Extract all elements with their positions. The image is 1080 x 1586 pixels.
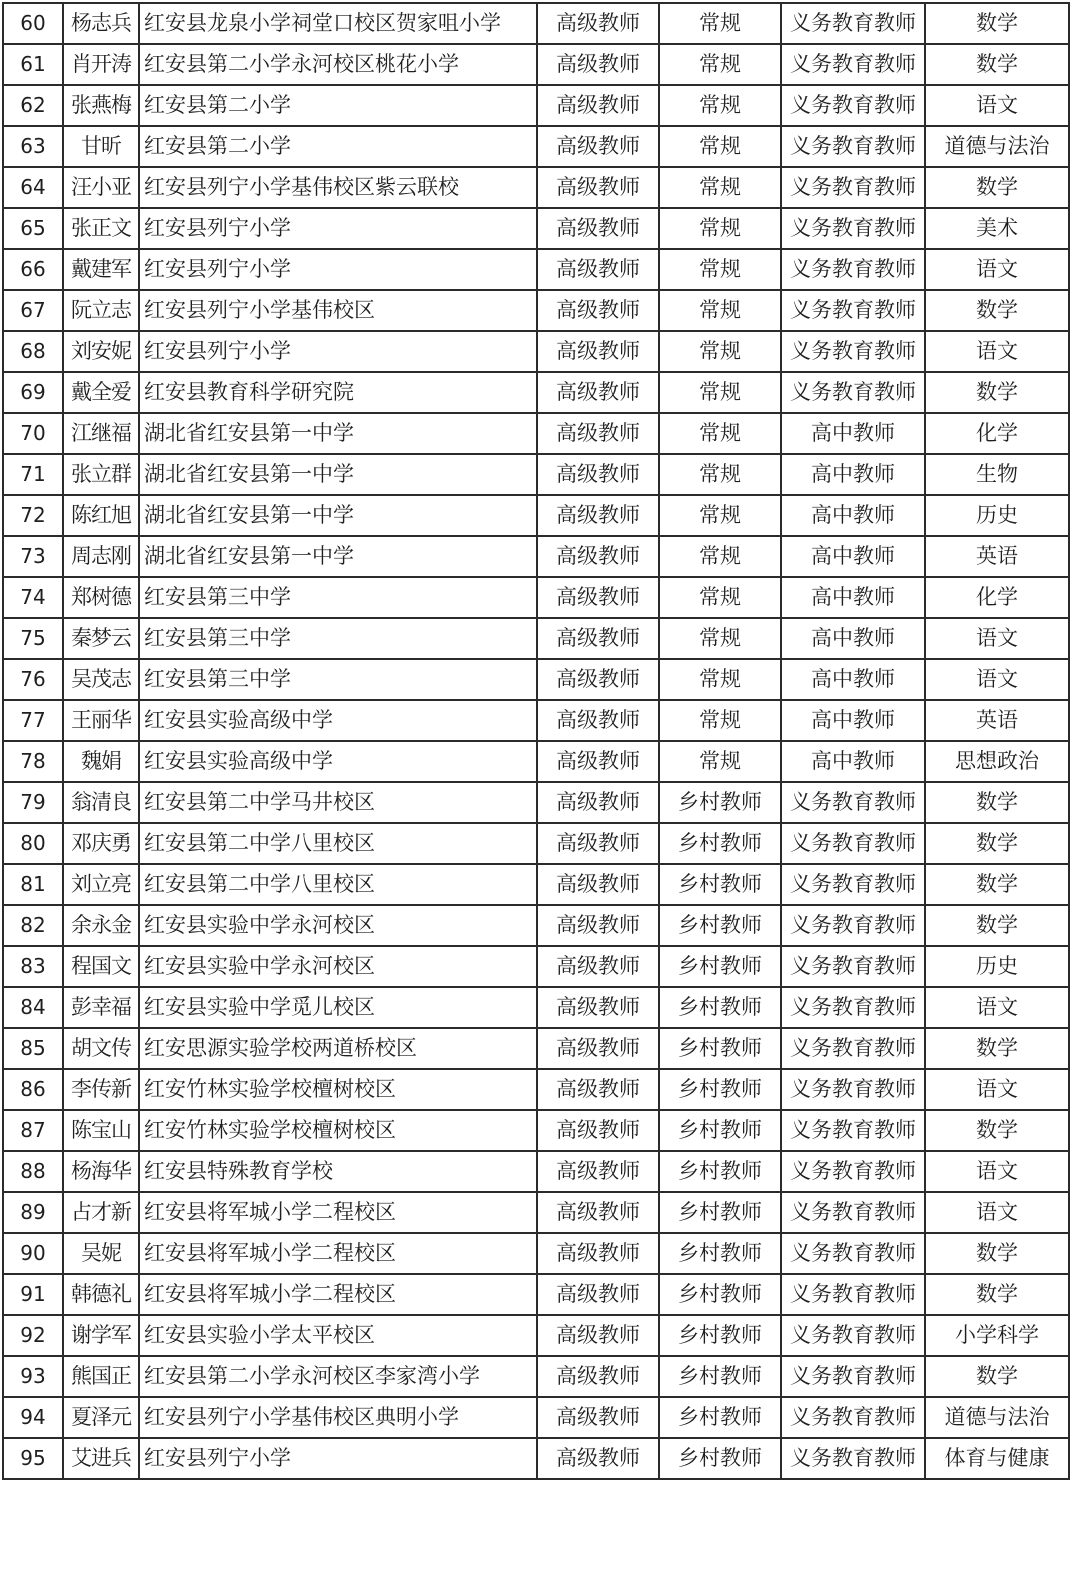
category-cell: 常规 [659, 3, 781, 44]
table-row [3, 413, 1069, 454]
school-cell: 红安县将军城小学二程校区 [139, 1274, 537, 1315]
table-row [3, 1192, 1069, 1233]
name-cell: 秦梦云 [63, 618, 139, 659]
name-cell: 戴全爱 [63, 372, 139, 413]
name-cell: 吴妮 [63, 1233, 139, 1274]
teacher-type-cell: 高中教师 [781, 495, 925, 536]
name-cell: 占才新 [63, 1192, 139, 1233]
subject-cell: 数学 [925, 1110, 1069, 1151]
title-cell: 高级教师 [537, 1192, 659, 1233]
row-number-cell: 77 [3, 700, 63, 741]
row-number-cell: 69 [3, 372, 63, 413]
table-row [3, 782, 1069, 823]
title-cell: 高级教师 [537, 1069, 659, 1110]
school-cell: 红安县实验中学永河校区 [139, 905, 537, 946]
category-cell: 常规 [659, 741, 781, 782]
teacher-type-cell: 高中教师 [781, 618, 925, 659]
school-cell: 红安思源实验学校两道桥校区 [139, 1028, 537, 1069]
school-cell: 湖北省红安县第一中学 [139, 536, 537, 577]
teacher-type-cell: 义务教育教师 [781, 1438, 925, 1479]
table-row [3, 1151, 1069, 1192]
teacher-type-cell: 义务教育教师 [781, 864, 925, 905]
title-cell: 高级教师 [537, 1438, 659, 1479]
subject-cell: 数学 [925, 823, 1069, 864]
category-cell: 乡村教师 [659, 905, 781, 946]
title-cell: 高级教师 [537, 1274, 659, 1315]
subject-cell: 语文 [925, 1069, 1069, 1110]
table-row [3, 126, 1069, 167]
subject-cell: 数学 [925, 782, 1069, 823]
school-cell: 红安县列宁小学 [139, 1438, 537, 1479]
teacher-type-cell: 义务教育教师 [781, 208, 925, 249]
category-cell: 乡村教师 [659, 1028, 781, 1069]
school-cell: 红安县列宁小学 [139, 208, 537, 249]
title-cell: 高级教师 [537, 1028, 659, 1069]
school-cell: 湖北省红安县第一中学 [139, 495, 537, 536]
name-cell: 程国文 [63, 946, 139, 987]
name-cell: 吴茂志 [63, 659, 139, 700]
subject-cell: 英语 [925, 700, 1069, 741]
row-number-cell: 67 [3, 290, 63, 331]
name-cell: 彭幸福 [63, 987, 139, 1028]
teacher-type-cell: 义务教育教师 [781, 1151, 925, 1192]
subject-cell: 历史 [925, 495, 1069, 536]
category-cell: 常规 [659, 413, 781, 454]
name-cell: 胡文传 [63, 1028, 139, 1069]
row-number-cell: 90 [3, 1233, 63, 1274]
category-cell: 常规 [659, 167, 781, 208]
name-cell: 江继福 [63, 413, 139, 454]
table-row [3, 864, 1069, 905]
school-cell: 红安县实验高级中学 [139, 700, 537, 741]
subject-cell: 语文 [925, 249, 1069, 290]
category-cell: 常规 [659, 126, 781, 167]
subject-cell: 化学 [925, 577, 1069, 618]
name-cell: 张立群 [63, 454, 139, 495]
school-cell: 红安县第二小学 [139, 85, 537, 126]
table-row [3, 1069, 1069, 1110]
table-row [3, 3, 1069, 44]
category-cell: 常规 [659, 659, 781, 700]
row-number-cell: 95 [3, 1438, 63, 1479]
row-number-cell: 85 [3, 1028, 63, 1069]
category-cell: 常规 [659, 454, 781, 495]
teacher-type-cell: 义务教育教师 [781, 987, 925, 1028]
row-number-cell: 89 [3, 1192, 63, 1233]
row-number-cell: 66 [3, 249, 63, 290]
school-cell: 红安县实验高级中学 [139, 741, 537, 782]
title-cell: 高级教师 [537, 372, 659, 413]
category-cell: 乡村教师 [659, 1192, 781, 1233]
name-cell: 邓庆勇 [63, 823, 139, 864]
title-cell: 高级教师 [537, 987, 659, 1028]
teacher-type-cell: 义务教育教师 [781, 1192, 925, 1233]
school-cell: 红安县第二中学八里校区 [139, 823, 537, 864]
table-row [3, 249, 1069, 290]
category-cell: 乡村教师 [659, 1274, 781, 1315]
row-number-cell: 87 [3, 1110, 63, 1151]
subject-cell: 思想政治 [925, 741, 1069, 782]
school-cell: 红安县将军城小学二程校区 [139, 1192, 537, 1233]
title-cell: 高级教师 [537, 1356, 659, 1397]
table-row [3, 1397, 1069, 1438]
title-cell: 高级教师 [537, 618, 659, 659]
category-cell: 乡村教师 [659, 782, 781, 823]
school-cell: 湖北省红安县第一中学 [139, 413, 537, 454]
row-number-cell: 75 [3, 618, 63, 659]
table-row [3, 946, 1069, 987]
title-cell: 高级教师 [537, 44, 659, 85]
table-row [3, 823, 1069, 864]
name-cell: 陈红旭 [63, 495, 139, 536]
title-cell: 高级教师 [537, 1151, 659, 1192]
subject-cell: 生物 [925, 454, 1069, 495]
subject-cell: 语文 [925, 618, 1069, 659]
row-number-cell: 84 [3, 987, 63, 1028]
title-cell: 高级教师 [537, 1110, 659, 1151]
category-cell: 乡村教师 [659, 1110, 781, 1151]
category-cell: 常规 [659, 495, 781, 536]
teacher-type-cell: 义务教育教师 [781, 290, 925, 331]
subject-cell: 数学 [925, 1028, 1069, 1069]
table-row [3, 577, 1069, 618]
subject-cell: 道德与法治 [925, 1397, 1069, 1438]
row-number-cell: 92 [3, 1315, 63, 1356]
subject-cell: 数学 [925, 3, 1069, 44]
name-cell: 熊国正 [63, 1356, 139, 1397]
subject-cell: 语文 [925, 1151, 1069, 1192]
teacher-type-cell: 义务教育教师 [781, 905, 925, 946]
category-cell: 常规 [659, 290, 781, 331]
subject-cell: 数学 [925, 1233, 1069, 1274]
subject-cell: 语文 [925, 1192, 1069, 1233]
school-cell: 红安县第二小学 [139, 126, 537, 167]
subject-cell: 语文 [925, 659, 1069, 700]
subject-cell: 小学科学 [925, 1315, 1069, 1356]
teacher-type-cell: 义务教育教师 [781, 85, 925, 126]
subject-cell: 语文 [925, 331, 1069, 372]
teacher-type-cell: 义务教育教师 [781, 372, 925, 413]
school-cell: 红安县实验中学觅儿校区 [139, 987, 537, 1028]
category-cell: 乡村教师 [659, 1438, 781, 1479]
table-row [3, 331, 1069, 372]
table-row [3, 536, 1069, 577]
school-cell: 红安县将军城小学二程校区 [139, 1233, 537, 1274]
category-cell: 乡村教师 [659, 1069, 781, 1110]
school-cell: 红安竹林实验学校檀树校区 [139, 1069, 537, 1110]
category-cell: 乡村教师 [659, 1397, 781, 1438]
table-row [3, 659, 1069, 700]
title-cell: 高级教师 [537, 249, 659, 290]
teacher-type-cell: 义务教育教师 [781, 3, 925, 44]
teacher-type-cell: 高中教师 [781, 659, 925, 700]
subject-cell: 历史 [925, 946, 1069, 987]
name-cell: 张正文 [63, 208, 139, 249]
subject-cell: 数学 [925, 1356, 1069, 1397]
row-number-cell: 83 [3, 946, 63, 987]
category-cell: 乡村教师 [659, 987, 781, 1028]
category-cell: 常规 [659, 372, 781, 413]
category-cell: 乡村教师 [659, 1233, 781, 1274]
category-cell: 乡村教师 [659, 864, 781, 905]
teacher-type-cell: 义务教育教师 [781, 1110, 925, 1151]
teacher-type-cell: 义务教育教师 [781, 1069, 925, 1110]
school-cell: 红安县第二小学永河校区桃花小学 [139, 44, 537, 85]
title-cell: 高级教师 [537, 495, 659, 536]
row-number-cell: 76 [3, 659, 63, 700]
title-cell: 高级教师 [537, 208, 659, 249]
subject-cell: 美术 [925, 208, 1069, 249]
category-cell: 常规 [659, 618, 781, 659]
school-cell: 红安县列宁小学基伟校区紫云联校 [139, 167, 537, 208]
teacher-type-cell: 义务教育教师 [781, 1274, 925, 1315]
name-cell: 韩德礼 [63, 1274, 139, 1315]
name-cell: 魏娟 [63, 741, 139, 782]
teacher-type-cell: 高中教师 [781, 700, 925, 741]
category-cell: 常规 [659, 249, 781, 290]
name-cell: 李传新 [63, 1069, 139, 1110]
row-number-cell: 71 [3, 454, 63, 495]
category-cell: 乡村教师 [659, 1151, 781, 1192]
teacher-type-cell: 义务教育教师 [781, 167, 925, 208]
table-row [3, 372, 1069, 413]
teacher-type-cell: 义务教育教师 [781, 823, 925, 864]
table-row [3, 44, 1069, 85]
table-row [3, 905, 1069, 946]
title-cell: 高级教师 [537, 331, 659, 372]
category-cell: 常规 [659, 85, 781, 126]
row-number-cell: 70 [3, 413, 63, 454]
school-cell: 红安县列宁小学 [139, 249, 537, 290]
name-cell: 夏泽元 [63, 1397, 139, 1438]
school-cell: 红安县实验中学永河校区 [139, 946, 537, 987]
school-cell: 红安县第二中学八里校区 [139, 864, 537, 905]
table-row [3, 85, 1069, 126]
title-cell: 高级教师 [537, 413, 659, 454]
title-cell: 高级教师 [537, 659, 659, 700]
title-cell: 高级教师 [537, 3, 659, 44]
table-row [3, 700, 1069, 741]
name-cell: 王丽华 [63, 700, 139, 741]
category-cell: 乡村教师 [659, 1356, 781, 1397]
title-cell: 高级教师 [537, 167, 659, 208]
table-row [3, 1356, 1069, 1397]
table-row [3, 1110, 1069, 1151]
school-cell: 红安县实验小学太平校区 [139, 1315, 537, 1356]
subject-cell: 数学 [925, 372, 1069, 413]
subject-cell: 体育与健康 [925, 1438, 1069, 1479]
table-row [3, 290, 1069, 331]
row-number-cell: 80 [3, 823, 63, 864]
name-cell: 艾进兵 [63, 1438, 139, 1479]
category-cell: 常规 [659, 577, 781, 618]
row-number-cell: 74 [3, 577, 63, 618]
table-row [3, 1315, 1069, 1356]
subject-cell: 英语 [925, 536, 1069, 577]
name-cell: 刘安妮 [63, 331, 139, 372]
school-cell: 红安县第三中学 [139, 577, 537, 618]
teacher-type-cell: 义务教育教师 [781, 1233, 925, 1274]
table-row [3, 167, 1069, 208]
title-cell: 高级教师 [537, 454, 659, 495]
subject-cell: 数学 [925, 44, 1069, 85]
name-cell: 谢学军 [63, 1315, 139, 1356]
teacher-type-cell: 义务教育教师 [781, 1028, 925, 1069]
table-row [3, 741, 1069, 782]
row-number-cell: 78 [3, 741, 63, 782]
table-row [3, 208, 1069, 249]
teacher-type-cell: 义务教育教师 [781, 44, 925, 85]
school-cell: 红安县特殊教育学校 [139, 1151, 537, 1192]
teacher-type-cell: 义务教育教师 [781, 1356, 925, 1397]
subject-cell: 数学 [925, 905, 1069, 946]
table-body [3, 3, 1069, 1479]
school-cell: 红安县列宁小学基伟校区 [139, 290, 537, 331]
teacher-table [2, 2, 1070, 1480]
teacher-type-cell: 义务教育教师 [781, 126, 925, 167]
subject-cell: 数学 [925, 1274, 1069, 1315]
title-cell: 高级教师 [537, 1397, 659, 1438]
category-cell: 乡村教师 [659, 823, 781, 864]
subject-cell: 数学 [925, 290, 1069, 331]
row-number-cell: 82 [3, 905, 63, 946]
row-number-cell: 81 [3, 864, 63, 905]
school-cell: 红安县教育科学研究院 [139, 372, 537, 413]
row-number-cell: 65 [3, 208, 63, 249]
teacher-type-cell: 高中教师 [781, 454, 925, 495]
table-row [3, 1028, 1069, 1069]
category-cell: 常规 [659, 208, 781, 249]
name-cell: 肖开涛 [63, 44, 139, 85]
title-cell: 高级教师 [537, 126, 659, 167]
category-cell: 乡村教师 [659, 946, 781, 987]
name-cell: 翁清良 [63, 782, 139, 823]
school-cell: 红安县第三中学 [139, 618, 537, 659]
row-number-cell: 73 [3, 536, 63, 577]
school-cell: 红安县列宁小学基伟校区典明小学 [139, 1397, 537, 1438]
subject-cell: 化学 [925, 413, 1069, 454]
name-cell: 郑树德 [63, 577, 139, 618]
category-cell: 常规 [659, 44, 781, 85]
title-cell: 高级教师 [537, 577, 659, 618]
school-cell: 红安县第二中学马井校区 [139, 782, 537, 823]
row-number-cell: 60 [3, 3, 63, 44]
row-number-cell: 79 [3, 782, 63, 823]
teacher-type-cell: 义务教育教师 [781, 1397, 925, 1438]
subject-cell: 语文 [925, 987, 1069, 1028]
table-row [3, 1274, 1069, 1315]
school-cell: 红安县第三中学 [139, 659, 537, 700]
title-cell: 高级教师 [537, 864, 659, 905]
school-cell: 红安县第二小学永河校区李家湾小学 [139, 1356, 537, 1397]
row-number-cell: 63 [3, 126, 63, 167]
row-number-cell: 64 [3, 167, 63, 208]
title-cell: 高级教师 [537, 741, 659, 782]
subject-cell: 数学 [925, 167, 1069, 208]
table-row [3, 987, 1069, 1028]
name-cell: 余永金 [63, 905, 139, 946]
name-cell: 刘立亮 [63, 864, 139, 905]
table-row [3, 618, 1069, 659]
teacher-type-cell: 高中教师 [781, 536, 925, 577]
row-number-cell: 62 [3, 85, 63, 126]
table-row [3, 454, 1069, 495]
teacher-type-cell: 义务教育教师 [781, 249, 925, 290]
row-number-cell: 88 [3, 1151, 63, 1192]
school-cell: 红安县龙泉小学祠堂口校区贺家咀小学 [139, 3, 537, 44]
subject-cell: 语文 [925, 85, 1069, 126]
school-cell: 红安县列宁小学 [139, 331, 537, 372]
title-cell: 高级教师 [537, 823, 659, 864]
title-cell: 高级教师 [537, 782, 659, 823]
title-cell: 高级教师 [537, 905, 659, 946]
teacher-type-cell: 义务教育教师 [781, 782, 925, 823]
name-cell: 张燕梅 [63, 85, 139, 126]
row-number-cell: 91 [3, 1274, 63, 1315]
category-cell: 乡村教师 [659, 1315, 781, 1356]
name-cell: 杨海华 [63, 1151, 139, 1192]
teacher-type-cell: 义务教育教师 [781, 1315, 925, 1356]
name-cell: 汪小亚 [63, 167, 139, 208]
category-cell: 常规 [659, 331, 781, 372]
name-cell: 戴建军 [63, 249, 139, 290]
name-cell: 杨志兵 [63, 3, 139, 44]
row-number-cell: 86 [3, 1069, 63, 1110]
table-row [3, 1233, 1069, 1274]
teacher-type-cell: 高中教师 [781, 413, 925, 454]
table-row [3, 495, 1069, 536]
title-cell: 高级教师 [537, 946, 659, 987]
title-cell: 高级教师 [537, 290, 659, 331]
teacher-type-cell: 高中教师 [781, 577, 925, 618]
title-cell: 高级教师 [537, 1315, 659, 1356]
school-cell: 湖北省红安县第一中学 [139, 454, 537, 495]
teacher-type-cell: 义务教育教师 [781, 946, 925, 987]
row-number-cell: 61 [3, 44, 63, 85]
title-cell: 高级教师 [537, 1233, 659, 1274]
row-number-cell: 94 [3, 1397, 63, 1438]
subject-cell: 数学 [925, 864, 1069, 905]
title-cell: 高级教师 [537, 700, 659, 741]
title-cell: 高级教师 [537, 85, 659, 126]
teacher-type-cell: 义务教育教师 [781, 331, 925, 372]
name-cell: 甘昕 [63, 126, 139, 167]
name-cell: 阮立志 [63, 290, 139, 331]
subject-cell: 道德与法治 [925, 126, 1069, 167]
name-cell: 周志刚 [63, 536, 139, 577]
table-row [3, 1438, 1069, 1479]
row-number-cell: 93 [3, 1356, 63, 1397]
teacher-type-cell: 高中教师 [781, 741, 925, 782]
school-cell: 红安竹林实验学校檀树校区 [139, 1110, 537, 1151]
name-cell: 陈宝山 [63, 1110, 139, 1151]
row-number-cell: 68 [3, 331, 63, 372]
title-cell: 高级教师 [537, 536, 659, 577]
category-cell: 常规 [659, 700, 781, 741]
category-cell: 常规 [659, 536, 781, 577]
row-number-cell: 72 [3, 495, 63, 536]
